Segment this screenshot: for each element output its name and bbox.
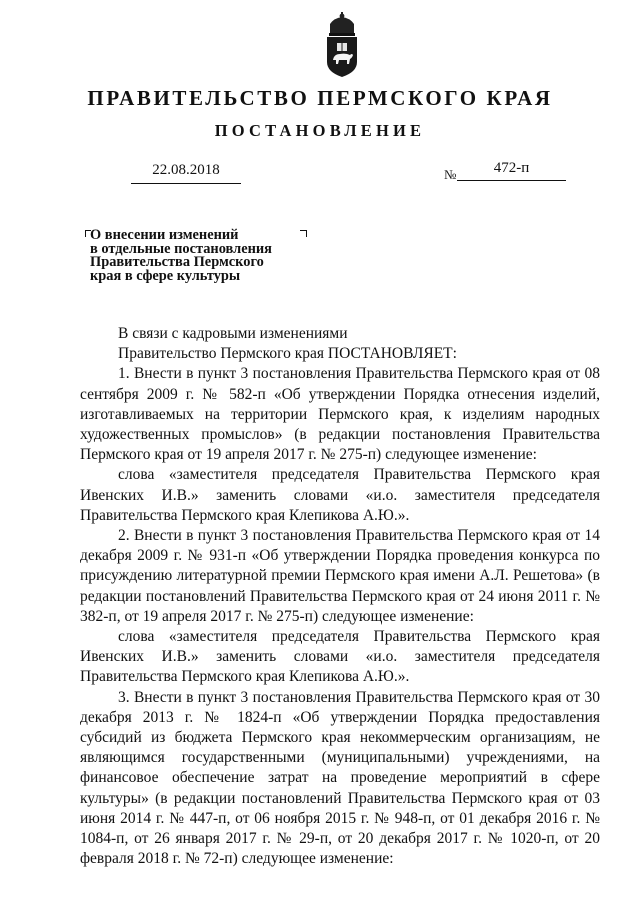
body-paragraph: 3. Внести в пункт 3 постановления Правительства Пермского края от 30 декабря 2013 г. № 1824-п «Об утверждении Порядка предоставления субсидий из бюджета Пермского края некоммерческим организациям, не являющимся государственными (муниципальными) учреждениями, на финансовое обеспечение затрат на проведение мероприятий в сфере культуры» (в редакции постановлений Правительства Пермского края от 03 июня 2014 г. № 447-п, от 06 ноября 2015 г. № 948-п, от 01 декабря 2016 г. № 1084-п, от 26 января 2017 г. № 29-п, от 20 декабря 2017 г. № 1020-п, от 20 февраля 2018 г. № 72-п) следующее изменение: [80, 688, 600, 868]
document-body [80, 324, 600, 869]
number-sign: № [444, 167, 457, 182]
subject-line: Правительства Пермского [90, 254, 264, 270]
subject-bracket-right [300, 230, 307, 237]
document-date: 22.08.2018 [131, 162, 241, 184]
body-paragraph: слова «заместителя председателя Правительства Пермского края Ивенских И.В.» заменить словами «и.о. заместителя председателя Правительства Пермского края Клепикова А.Ю.». [80, 466, 600, 524]
document-type: ПОСТАНОВЛЕНИЕ [214, 121, 426, 140]
body-paragraph: 1. Внести в пункт 3 постановления Правительства Пермского края от 08 сентября 2009 г. № 582-п «Об утверждении Порядка отнесения изделий, изготавливаемых на территории Пермского края, к изделиям народных художественных промыслов» (в редакции постановления Правительства Пермского края от 19 апреля 2017 г. № 275-п) следующее изменение: [80, 365, 600, 464]
coat-of-arms-icon [322, 12, 362, 78]
body-paragraph: слова «заместителя председателя Правительства Пермского края Ивенских И.В.» заменить словами «и.о. заместителя председателя Правительства Пермского края Клепикова А.Ю.». [80, 628, 600, 686]
body-paragraph: 2. Внести в пункт 3 постановления Правительства Пермского края от 14 декабря 2009 г. № 931-п «Об утверждении Порядка проведения конкурса по присуждению литературной премии Пермского края имени А.Л. Решетова» (в редакции постановлений Правительства Пермского края от 24 июня 2011 г. № 382-п, от 19 апреля 2017 г. № 275-п) следующее изменение: [80, 527, 600, 625]
government-title: ПРАВИТЕЛЬСТВО ПЕРМСКОГО КРАЯ [87, 86, 553, 110]
subject-line: О внесении изменений [90, 227, 239, 243]
body-paragraph: Правительство Пермского края ПОСТАНОВЛЯЕТ: [118, 345, 457, 363]
body-paragraph: В связи с кадровыми изменениями [118, 325, 348, 342]
subject-line: края в сфере культуры [90, 267, 241, 284]
subject-line: в отдельные постановления [90, 240, 272, 257]
document-number: 472-п [457, 160, 566, 181]
document-subject [90, 229, 300, 283]
